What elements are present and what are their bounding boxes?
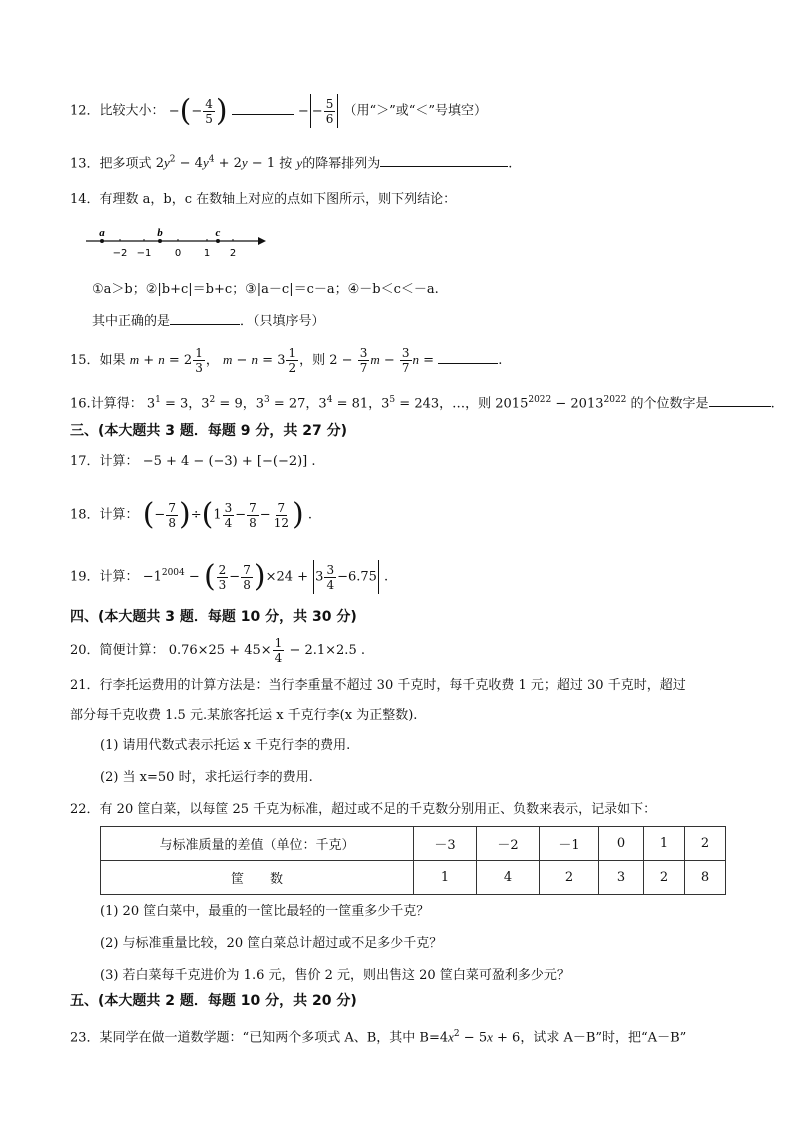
question-12: 12．比较大小： −(− $\frac{4}{5}$ ) − − $\frac{5}{6}$ （用“＞”或“＜”号填空） [70, 93, 488, 128]
section-4-heading: 四、(本大题共 3 题．每题 10 分，共 30 分) [70, 609, 357, 625]
cabbage-table [100, 826, 726, 895]
label-a: a [99, 227, 105, 239]
question-22-sub1: (1) 20 筐白菜中，最重的一筐比最轻的一筐重多少千克？ [100, 904, 430, 919]
question-21-line1: 21．行李托运费用的计算方法是：当行李重量不超过 30 千克时，每千克收费 1 元；超过 30 千克时，超过 [70, 678, 686, 693]
question-22-sub2: (2) 与标准重量比较，20 筐白菜总计超过或不足多少千克？ [100, 936, 443, 951]
question-22: 22．有 20 筐白菜，以每筐 25 千克为标准，超过或不足的千克数分别用正、负数来表示，记录如下： [70, 802, 657, 817]
svg-text:−1: −1 [136, 248, 152, 259]
svg-text:2: 2 [229, 248, 237, 259]
table-row: 筐 数 1 4 2 3 2 8 [101, 861, 726, 895]
question-13: 13．把多项式 $2y^2 - 4y^4 + 2y - 1$ 按 y的降幂排列为 . [70, 150, 754, 174]
question-15: 15．如果 m + n = 2 $\frac{1}{3}$ ， m − n = 3 $\frac{1}{2}$ ，则 2 − $\frac{3}{7}$ m − $\frac{3}{7}$ n = . [70, 346, 503, 375]
question-14-answer: 其中正确的是 ．（只填序号） [92, 310, 754, 332]
question-23: 23．某同学在做一道数学题：“已知两个多项式 A、B，其中 $B=4x^2 - 5x + 6$，试求 A－B”时，把“A－B” [70, 1029, 687, 1046]
section-5-heading: 五、(本大题共 2 题．每题 10 分，共 20 分) [70, 993, 357, 1009]
label-b: b [157, 227, 163, 239]
answer-blank [232, 100, 294, 115]
svg-text:0: 0 [174, 248, 182, 259]
label-c: c [215, 227, 221, 239]
question-16: 16.计算得： $3^1 = 3$，$3^2 = 9$，$3^3 = 27$，$3^4 = 81$，$3^5 = 243$，…，则 $2015^{2022} - 2013^{2022}$ 的个位数字是 . [70, 390, 754, 414]
question-20: 20．简便计算： 0.76×25 + 45× $\frac{1}{4}$ − 2.1×2.5 . [70, 636, 365, 665]
question-21-sub2: (2) 当 x=50 时，求托运行李的费用. [100, 770, 313, 785]
question-14: 14．有理数 a，b，c 在数轴上对应的点如下图所示，则下列结论： [70, 192, 457, 207]
expr-a: −(− $\frac{4}{5}$ ) [168, 93, 228, 128]
answer-blank [380, 152, 508, 167]
conclusions: ①a＞b；②|b+c|＝b+c；③|a－c|＝c－a；④－b＜c＜－a. [92, 282, 439, 297]
expr-b: − − $\frac{5}{6}$ [298, 104, 339, 119]
polynomial: $2y^2 - 4y^4 + 2y - 1$ [155, 155, 276, 172]
answer-blank [709, 392, 771, 407]
answer-blank [438, 349, 498, 364]
section-3-heading: 三、(本大题共 3 题．每题 9 分，共 27 分) [70, 423, 348, 439]
question-22-sub3: (3) 若白菜每千克进价为 1.6 元，售价 2 元，则出售这 20 筐白菜可盈利多少元？ [100, 968, 570, 983]
svg-text:−2: −2 [112, 248, 128, 259]
question-19: 19．计算： $-1^{2004}$ − ( $\frac{2}{3}$ − $\frac{7}{8}$ )×24 + 3 $\frac{3}{4}$ −6.75 . [70, 559, 389, 594]
question-21-line2: 部分每千克收费 1.5 元.某旅客托运 x 千克行李(x 为正整数). [70, 708, 418, 723]
answer-blank [170, 310, 240, 325]
question-17: 17．计算： −5 + 4 − (−3) + [−(−2)] . [70, 454, 316, 469]
question-18: 18．计算： (− $\frac{7}{8}$ )÷(1 $\frac{3}{4}$ − $\frac{7}{8}$ − $\frac{7}{12}$ ) . [70, 497, 312, 532]
question-21-sub1: (1) 请用代数式表示托运 x 千克行李的费用. [100, 738, 351, 753]
number-line [86, 226, 268, 260]
table-row: 与标准质量的差值（单位：千克） －3 －2 －1 0 1 2 [101, 827, 726, 861]
svg-text:1: 1 [203, 248, 211, 259]
